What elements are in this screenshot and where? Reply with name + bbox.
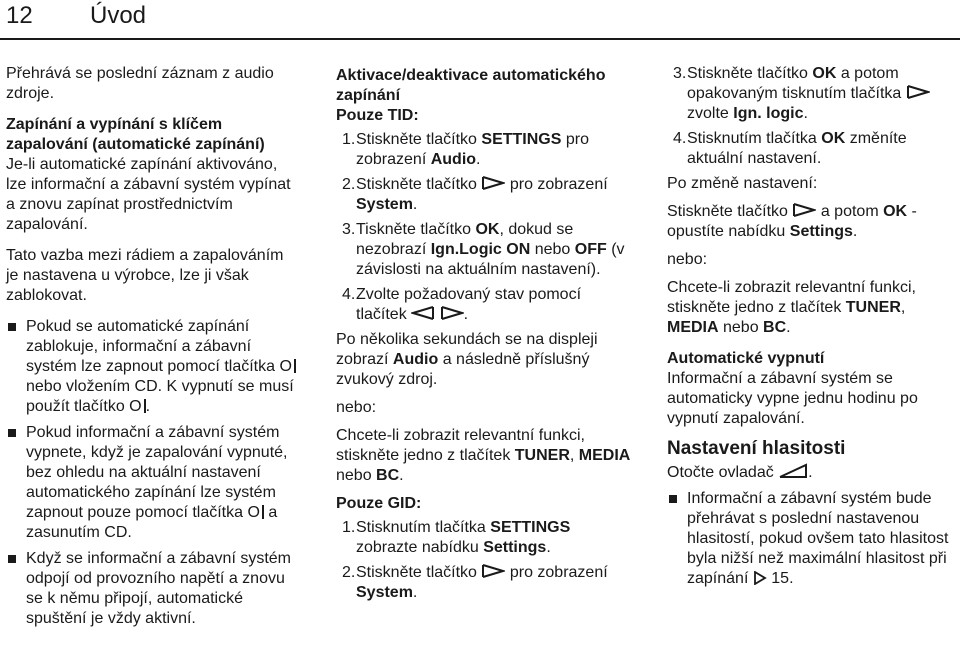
paragraph: Chcete-li zobrazit relevantní funkci, stiskněte jedno z tlačítek TUNER, MEDIA nebo BC. xyxy=(667,279,916,336)
or-label: nebo: xyxy=(336,399,377,416)
step-1: 1. Stiskněte tlačítko SETTINGS pro zobrazení Audio. xyxy=(342,131,589,168)
arrow-right-button-icon xyxy=(481,175,505,191)
bullet-square-icon xyxy=(8,555,16,563)
section-heading-auto-off: Automatické vypnutí xyxy=(667,350,825,367)
list-item: Pokud informační a zábavní systém vypnete, když je zapalování vypnuté, bez ohledu na aktuální nastavení automatického zapínání lze systém zapnout pouze pomocí tlačítka O a zasunutím CD. xyxy=(6,423,296,543)
step-1: 1. Stisknutím tlačítka SETTINGS zobrazte nabídku Settings. xyxy=(342,519,571,556)
arrow-right-button-icon xyxy=(481,563,505,579)
arrow-right-button-icon xyxy=(906,84,930,100)
list-item: Informační a zábavní systém bude přehrávat s poslední nastavenou hlasitostí, pokud ovšem tato hlasitost byla nižší než maximální hlasitost při zapínání 15. xyxy=(667,489,957,589)
paragraph: Stiskněte tlačítko a potom OK - opustíte nabídku Settings. xyxy=(667,203,917,240)
section-heading-auto-on: Zapínání a vypínání s klíčem zapalování (automatické zapínání) xyxy=(6,116,265,153)
power-button-icon: O xyxy=(279,358,295,375)
section-heading-activation: Aktivace/deaktivace automatického zapínání xyxy=(336,67,606,104)
arrow-right-button-icon xyxy=(792,202,816,218)
paragraph: Chcete-li zobrazit relevantní funkci, stiskněte jedno z tlačítek TUNER, MEDIA nebo BC. xyxy=(336,427,631,484)
power-button-icon: O xyxy=(129,398,145,415)
volume-knob-icon xyxy=(778,463,808,479)
page-reference[interactable]: 15 xyxy=(771,570,790,587)
bullet-square-icon xyxy=(8,429,16,437)
list-item: Když se informační a zábavní systém odpojí od provozního napětí a znovu se k němu připojí, automatické spuštění je vždy aktivní. xyxy=(6,549,296,629)
step-4: 4. Zvolte požadovaný stav pomocí tlačítek . xyxy=(342,286,582,323)
gid-label: Pouze GID: xyxy=(336,495,422,512)
step-4: 4. Stisknutím tlačítka OK změníte aktuální nastavení. xyxy=(673,130,907,167)
arrow-left-button-icon xyxy=(411,305,435,321)
step-3: 3. Tiskněte tlačítko OK, dokud se nezobrazí Ign.Logic ON nebo OFF (v závislosti na aktuálním nastavení). xyxy=(342,221,625,278)
chapter-title: Úvod xyxy=(90,2,147,29)
paragraph: Informační a zábavní systém se automaticky vypne jednu hodinu po vypnutí zapalování. xyxy=(667,370,918,427)
page-number: 12 xyxy=(6,2,33,29)
tid-label: Pouze TID: xyxy=(336,107,419,124)
section-heading-volume: Nastavení hlasitosti xyxy=(667,438,846,459)
intro-text: Přehrává se poslední záznam z audio zdroje. xyxy=(6,65,274,102)
column-1 xyxy=(6,64,296,635)
paragraph: Otočte ovladač . xyxy=(667,464,813,481)
paragraph: Po změně nastavení: xyxy=(667,175,818,192)
or-label: nebo: xyxy=(667,251,708,268)
page-header xyxy=(0,0,960,40)
paragraph: Tato vazba mezi rádiem a zapalováním je nastavena u výrobce, lze ji však zablokovat. xyxy=(6,247,284,304)
column-2 xyxy=(336,66,636,608)
step-2: 2. Stiskněte tlačítko pro zobrazení System. xyxy=(342,564,608,601)
bullet-square-icon xyxy=(8,323,16,331)
list-item: Pokud se automatické zapínání zablokuje, informační a zábavní systém lze zapnout pomocí tlačítka O nebo vložením CD. K vypnutí se musí použít tlačítko O . xyxy=(6,317,296,417)
bullet-square-icon xyxy=(669,495,677,503)
paragraph: Po několika sekundách se na displeji zobrazí Audio a následně příslušný zvukový zdroj. xyxy=(336,331,598,388)
paragraph: Je-li automatické zapínání aktivováno, lze informační a zábavní systém vypínat a znovu zapínat prostřednictvím zapalování. xyxy=(6,156,291,233)
step-3: 3. Stiskněte tlačítko OK a potom opakovaným tisknutím tlačítka zvolte Ign. logic. xyxy=(667,64,957,124)
header-rule xyxy=(0,38,960,40)
column-3 xyxy=(667,64,957,595)
step-2: 2. Stiskněte tlačítko pro zobrazení System. xyxy=(342,176,608,213)
page-reference-arrow-icon xyxy=(753,571,767,585)
power-button-icon: O xyxy=(247,504,263,521)
arrow-right-button-icon xyxy=(440,305,464,321)
